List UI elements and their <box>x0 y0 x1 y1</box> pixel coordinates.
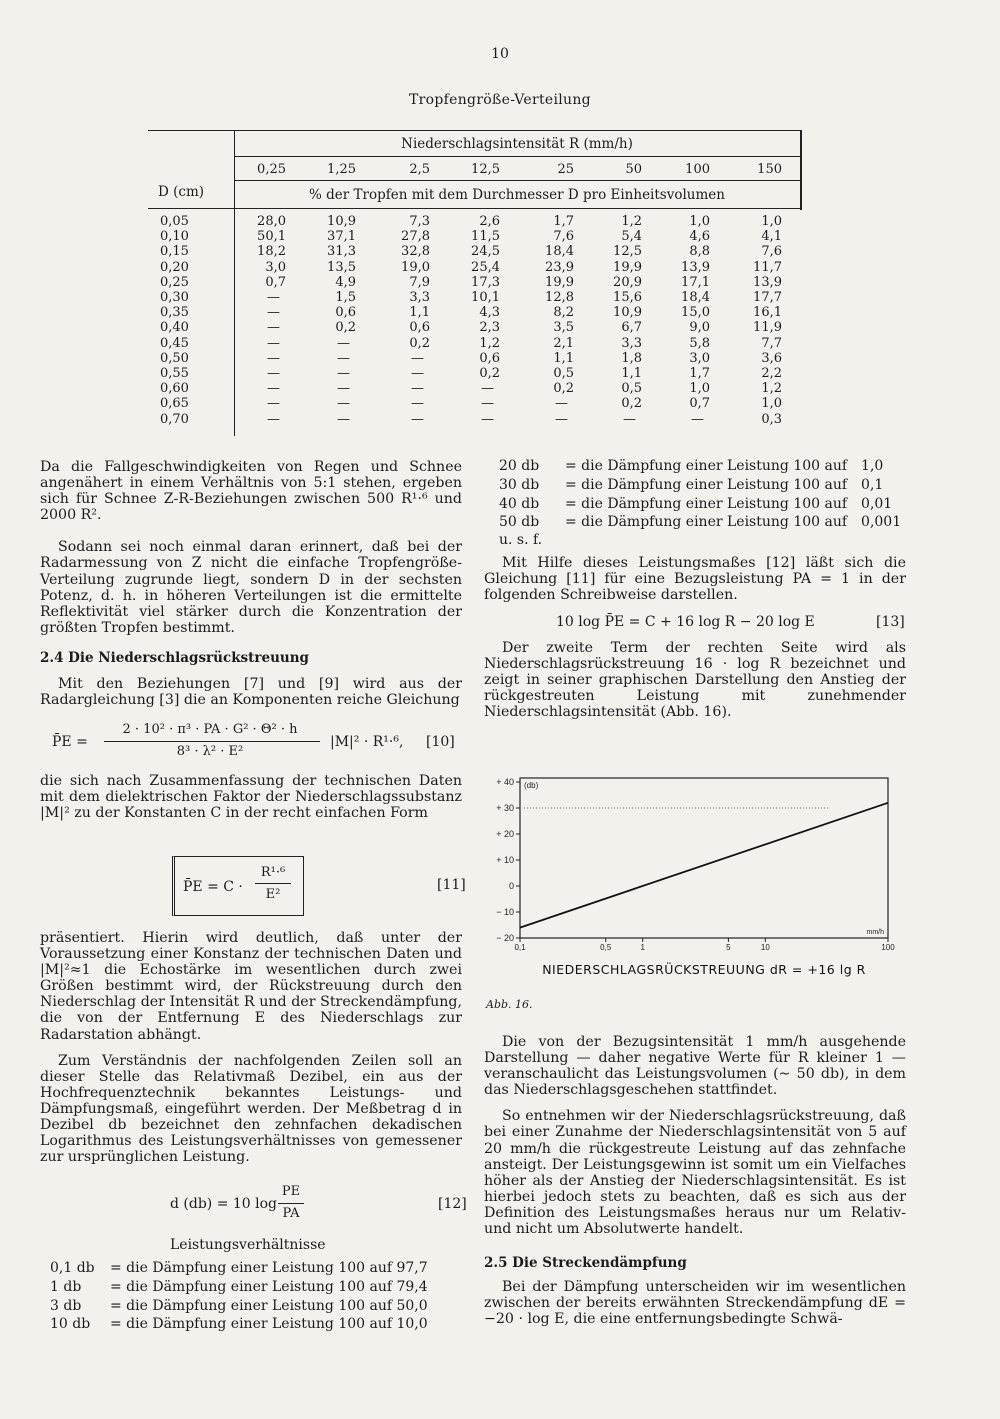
x-tick-label: 5 <box>726 943 731 952</box>
db-text: = die Dämpfung einer Leistung 100 auf 79,4 <box>110 1278 428 1295</box>
right-column-3 <box>484 1034 906 1328</box>
eq-lhs: d (db) = 10 log <box>170 1196 278 1212</box>
table-cell: 0,6 <box>409 320 430 336</box>
y-tick-label: − 10 <box>496 907 514 917</box>
table-cell: 0,2 <box>621 396 642 412</box>
x-tick-label: 0,5 <box>600 943 612 952</box>
table-cell: 11,9 <box>753 320 782 336</box>
table-cell: 10,9 <box>613 305 642 321</box>
table-cell: — <box>337 350 350 366</box>
table-cell: 13,9 <box>681 259 710 275</box>
fraction-bar <box>278 1203 304 1204</box>
intensity-rule <box>234 180 802 181</box>
y-tick-label: 0 <box>508 881 514 891</box>
eq-number: [12] <box>438 1196 467 1212</box>
row-label: 0,60 <box>160 381 189 397</box>
right-db-list <box>499 457 919 532</box>
figure-caption: Abb. 16. <box>486 998 533 1011</box>
table-cell: 5,8 <box>689 335 710 351</box>
y-tick-label: + 20 <box>496 829 514 839</box>
table-cell: 1,2 <box>479 335 500 351</box>
db-text: = die Dämpfung einer Leistung 100 auf <box>565 514 848 531</box>
table-cell: 18,2 <box>257 244 286 260</box>
table-cell: 1,0 <box>761 214 782 229</box>
table-cell: — <box>267 381 280 397</box>
table-cell: 50,1 <box>257 229 286 245</box>
row-label: 0,65 <box>160 396 189 412</box>
table-cell: — <box>481 381 494 397</box>
table-cell: — <box>267 335 280 351</box>
table-cell: 4,9 <box>335 274 356 290</box>
intensity-header: 1,25 <box>327 162 356 177</box>
table-cell: 12,5 <box>613 244 642 260</box>
x-tick-label: 0,1 <box>514 943 526 952</box>
eq-number: [13] <box>876 614 905 630</box>
table-cell: 10,1 <box>471 290 500 305</box>
y-axis-label: (db) <box>524 781 539 790</box>
page-number: 10 <box>491 46 509 62</box>
table-cell: 32,8 <box>401 244 430 260</box>
table-cell: 11,5 <box>471 229 500 245</box>
row-label: 0,25 <box>160 274 189 290</box>
table-cell: 18,4 <box>681 290 710 305</box>
row-label: 0,50 <box>160 350 189 366</box>
x-axis-label: mm/h <box>866 929 884 936</box>
intensity-header: 50 <box>625 162 642 177</box>
db-text: = die Dämpfung einer Leistung 100 auf <box>565 495 848 512</box>
table-cell: — <box>267 305 280 321</box>
table-cell: 4,6 <box>689 229 710 245</box>
table-cell: — <box>337 335 350 351</box>
equation-13: 10 log P̄E = C + 16 log R − 20 log E <box>556 614 815 630</box>
db-value: 40 db <box>499 495 540 512</box>
table-cell: 6,7 <box>621 320 642 336</box>
table-cell: 20,9 <box>613 274 642 290</box>
table-cell: 5,4 <box>621 229 642 245</box>
table-cell: 1,2 <box>621 214 642 229</box>
eq-numerator: R¹·⁶ <box>260 865 286 880</box>
table-cell: 17,3 <box>471 274 500 290</box>
table-cell: 2,6 <box>479 214 500 229</box>
paragraph: Der zweite Term der rechten Seite wird als Niederschlagsrückstreuung 16 · log R bezeichnet und zeigt in seiner graphischen Darstellung den Anstieg der rückgestreuten Leistung mit zunehmender Niederschlagsintensität (Abb. 16). <box>484 640 906 721</box>
table-cell: 11,7 <box>753 259 782 275</box>
left-column-2 <box>40 773 462 821</box>
table-cell: — <box>411 411 424 427</box>
table-cell: 1,0 <box>761 396 782 412</box>
table-cell: 17,7 <box>753 290 782 305</box>
table-cell: 0,7 <box>689 396 710 412</box>
db-text: = die Dämpfung einer Leistung 100 auf <box>565 458 848 474</box>
intensity-header: 12,5 <box>471 162 500 177</box>
table-cell: — <box>691 411 704 427</box>
eq-lhs: P̄E = C · <box>183 879 243 895</box>
table-cell: 10,9 <box>327 214 356 229</box>
db-text: = die Dämpfung einer Leistung 100 auf 50,0 <box>110 1297 428 1314</box>
table-cell: 2,3 <box>479 320 500 336</box>
table-cell: 1,7 <box>689 366 710 381</box>
db-result: 0,01 <box>861 495 893 512</box>
table-cell: 8,8 <box>689 244 710 260</box>
section-heading: 2.4 Die Niederschlagsrückstreuung <box>40 649 309 666</box>
left-column-3 <box>40 930 462 1165</box>
table-cell: 23,9 <box>545 259 574 275</box>
table-cell: 37,1 <box>327 229 356 245</box>
table-cell: 0,3 <box>761 411 782 427</box>
row-header: D (cm) <box>158 184 205 200</box>
table-cell: 0,6 <box>335 305 356 321</box>
table-cell: 19,9 <box>613 259 642 275</box>
table-cell: 1,8 <box>621 350 642 366</box>
db-text: = die Dämpfung einer Leistung 100 auf 97,7 <box>110 1260 428 1276</box>
table-cell: — <box>337 381 350 397</box>
table-cell: 8,2 <box>553 305 574 321</box>
x-tick-label: 10 <box>760 943 770 952</box>
table-cell: — <box>337 411 350 427</box>
usf: u. s. f. <box>499 532 543 548</box>
table-cell: 1,2 <box>761 381 782 397</box>
row-label: 0,45 <box>160 335 189 351</box>
group-header: Niederschlagsintensität R (mm/h) <box>401 136 633 152</box>
paragraph: So entnehmen wir der Niederschlagsrückstreuung, daß bei einer Zunahme der Niederschlagsintensität von 5 auf 20 mm/h die rückgestreute Leistung auf das zehnfache ansteigt. Der Leistungsgewinn ist somit um ein Vielfaches höher als der Anstieg der Niederschlagsintensität. Es ist hierbei jedoch stets zu beachten, daß es sich aus der Definition des Leistungsmaßes heraus nur um Relativ- und nicht um Absolutwerte handelt. <box>484 1108 906 1238</box>
drop-size-table <box>148 130 802 440</box>
row-label: 0,40 <box>160 320 189 336</box>
table-cell: 7,7 <box>761 335 782 351</box>
paragraph: Da die Fallgeschwindigkeiten von Regen und Schnee angenähert in einem Verhältnis von 5:1 stehen, ergeben sich für Schnee Z-R-Beziehungen zwischen 500 R¹·⁶ und 2000 R². <box>40 459 462 524</box>
db-row <box>50 1259 470 1278</box>
table-cell: — <box>411 396 424 412</box>
row-label: 0,10 <box>160 229 189 245</box>
db-value: 50 db <box>499 514 540 531</box>
table-cell: 3,0 <box>265 259 286 275</box>
table-cell: 2,1 <box>553 335 574 351</box>
db-row <box>499 495 919 514</box>
table-cell: 25,4 <box>471 259 500 275</box>
table-cell: 7,9 <box>409 274 430 290</box>
table-cell: 7,6 <box>761 244 782 260</box>
right-column-2 <box>484 640 906 720</box>
table-cell: — <box>481 411 494 427</box>
table-cell: — <box>267 350 280 366</box>
db-value: 30 db <box>499 476 540 493</box>
eq-numerator: PE <box>281 1184 301 1199</box>
table-cell: — <box>411 381 424 397</box>
table-cell: 1,5 <box>335 290 356 305</box>
table-cell: 15,6 <box>613 290 642 305</box>
left-db-list <box>50 1259 470 1334</box>
table-cell: — <box>267 411 280 427</box>
table-cell: 3,5 <box>553 320 574 336</box>
db-row <box>50 1278 470 1297</box>
table-cell: 19,9 <box>545 274 574 290</box>
table-cell: 1,1 <box>621 366 642 381</box>
paragraph: Zum Verständnis der nachfolgenden Zeilen soll an dieser Stelle das Relativmaß Dezibel, ein aus der Hochfrequenztechnik bekanntes Leistungs- und Dämpfungsmaß, eingeführt werden. Der Meßbetrag d in Dezibel db bezeichnet den zehnfachen dekadischen Logarithmus des Leistungsverhältnisses von gemessener zur ursprünglichen Leistung. <box>40 1052 462 1166</box>
plot-frame <box>520 778 888 938</box>
row-label: 0,55 <box>160 366 189 381</box>
series-line <box>520 803 888 928</box>
db-text: = die Dämpfung einer Leistung 100 auf 10,0 <box>110 1316 428 1333</box>
table-cell: 28,0 <box>257 214 286 229</box>
table-cell: 2,2 <box>761 366 782 381</box>
eq-number: [10] <box>426 734 455 750</box>
db-result: 1,0 <box>861 458 884 474</box>
table-cell: 4,3 <box>479 305 500 321</box>
row-label: 0,35 <box>160 305 189 321</box>
intensity-header: 0,25 <box>257 162 286 177</box>
table-title: Tropfengröße-Verteilung <box>409 92 591 108</box>
paragraph: Sodann sei noch einmal daran erinnert, daß bei der Radarmessung von Z nicht die einfache Tropfengröße-Verteilung zugrunde liegt, sondern D in der sechsten Potenz, d. h. in höheren Verteilungen ist die ermittelte Reflektivität viel stärker durch die Konzentration der größten Tropfen bestimmt. <box>40 539 462 636</box>
table-right-rule <box>800 130 802 210</box>
db-value: 0,1 db <box>50 1260 95 1276</box>
db-result: 0,001 <box>861 514 902 531</box>
table-cell: — <box>555 411 568 427</box>
y-tick-label: + 30 <box>496 803 514 813</box>
table-cell: — <box>267 396 280 412</box>
table-cell: 17,1 <box>681 274 710 290</box>
paragraph: Bei der Dämpfung unterscheiden wir im wesentlichen zwischen der bereits erwähnten Streckendämpfung dE = −20 · log E, die eine entfernungsbedingte Schwä- <box>484 1279 906 1328</box>
db-row <box>499 457 919 476</box>
row-label: 0,70 <box>160 411 189 427</box>
table-cell: — <box>337 396 350 412</box>
eq-denominator: PA <box>282 1206 300 1221</box>
eq-numerator: 2 · 10² · π³ · PA · G² · Θ² · h <box>122 722 298 737</box>
subheader: % der Tropfen mit dem Durchmesser D pro Einheitsvolumen <box>309 187 725 203</box>
right-column <box>484 555 906 603</box>
intensity-header: 150 <box>757 162 782 177</box>
table-cell: 0,5 <box>553 366 574 381</box>
table-cell: 13,9 <box>753 274 782 290</box>
table-cell: — <box>267 290 280 305</box>
paragraph: Mit Hilfe dieses Leistungsmaßes [12] läßt sich die Gleichung [11] für eine Bezugsleistung PA = 1 in der folgenden Schreibweise darstellen. <box>484 555 906 604</box>
row-label: 0,30 <box>160 290 189 305</box>
row-label: 0,05 <box>160 214 189 229</box>
row-label: 0,15 <box>160 244 189 260</box>
table-cell: — <box>555 396 568 412</box>
chart-title: NIEDERSCHLAGSRÜCKSTREUUNG dR = +16 lg R <box>542 962 866 977</box>
table-cell: 31,3 <box>327 244 356 260</box>
table-cell: 18,4 <box>545 244 574 260</box>
db-row <box>50 1315 470 1334</box>
eq-denominator: 8³ · λ² · E² <box>176 744 244 759</box>
figure-16-chart <box>484 770 896 1005</box>
header-bottom-rule <box>148 208 802 209</box>
fraction-bar <box>104 741 320 742</box>
table-cell: 13,5 <box>327 259 356 275</box>
y-tick-label: + 40 <box>496 777 514 787</box>
lv-title: Leistungsverhältnisse <box>170 1237 326 1253</box>
table-cell: — <box>337 366 350 381</box>
paragraph: präsentiert. Hierin wird deutlich, daß unter der Voraussetzung einer Konstanz der technischen Daten und |M|²≈1 die Echostärke im wesentlichen durch zwei Größen bestimmt wird, der Rückstreuung durch den Niederschlag der Intensität R und der Streckendämpfung, die von der Entfernung E des Niederschlags zur Radarstation abhängt. <box>40 930 462 1043</box>
db-text: = die Dämpfung einer Leistung 100 auf <box>565 476 848 493</box>
intensity-header: 25 <box>557 162 574 177</box>
db-value: 3 db <box>50 1297 82 1314</box>
table-cell: 4,1 <box>761 229 782 245</box>
db-result: 0,1 <box>861 476 884 493</box>
db-row <box>499 513 919 532</box>
table-cell: 7,3 <box>409 214 430 229</box>
table-cell: 0,5 <box>621 381 642 397</box>
db-row <box>499 476 919 495</box>
db-value: 10 db <box>50 1316 91 1333</box>
table-cell: 3,6 <box>761 350 782 366</box>
table-cell: 15,0 <box>681 305 710 321</box>
table-cell: — <box>411 366 424 381</box>
table-cell: 0,7 <box>265 274 286 290</box>
table-cell: 12,8 <box>545 290 574 305</box>
table-cell: 3,3 <box>621 335 642 351</box>
table-cell: 0,2 <box>335 320 356 336</box>
eq-denominator: E² <box>265 887 281 902</box>
eq-rhs: |M|² · R¹·⁶, <box>330 734 404 750</box>
table-cell: 27,8 <box>401 229 430 245</box>
table-cell: 0,2 <box>553 381 574 397</box>
table-cell: 19,0 <box>401 259 430 275</box>
db-row <box>50 1297 470 1316</box>
paragraph: Mit den Beziehungen [7] und [9] wird aus der Radargleichung [3] die an Komponenten reiche Gleichung <box>40 676 462 709</box>
table-cell: 1,7 <box>553 214 574 229</box>
section-heading: 2.5 Die Streckendämpfung <box>484 1255 687 1272</box>
table-cell: 1,1 <box>409 305 430 321</box>
db-value: 20 db <box>499 458 540 474</box>
table-cell: 24,5 <box>471 244 500 260</box>
table-cell: 9,0 <box>689 320 710 336</box>
left-column <box>40 459 462 708</box>
table-cell: 3,3 <box>409 290 430 305</box>
table-cell: — <box>267 320 280 336</box>
fraction-bar <box>255 883 291 884</box>
table-cell: 1,0 <box>689 214 710 229</box>
table-cell: 16,1 <box>753 305 782 321</box>
table-cell: 1,0 <box>689 381 710 397</box>
table-cell: — <box>267 366 280 381</box>
table-cell: — <box>481 396 494 412</box>
intensity-header: 100 <box>685 162 710 177</box>
y-tick-label: + 10 <box>496 855 514 865</box>
table-cell: 1,1 <box>553 350 574 366</box>
table-top-rule <box>148 130 802 131</box>
paragraph: die sich nach Zusammenfassung der technischen Daten mit dem dielektrischen Faktor der Niederschlagssubstanz |M|² zu der Konstanten C in der recht einfachen Form <box>40 773 462 822</box>
table-cell: 7,6 <box>553 229 574 245</box>
row-label: 0,20 <box>160 259 189 275</box>
paragraph: Die von der Bezugsintensität 1 mm/h ausgehende Darstellung — daher negative Werte für R kleiner 1 — veranschaulicht das Leistungsvolumen (∼ 50 db), in dem das Niederschlagsgeschehen stattfindet. <box>484 1034 906 1099</box>
x-tick-label: 100 <box>881 943 895 952</box>
equation-11-box <box>172 856 304 916</box>
eq-lhs: P̄E = <box>52 734 88 750</box>
db-value: 1 db <box>50 1278 82 1295</box>
table-cell: 3,0 <box>689 350 710 366</box>
x-tick-label: 1 <box>640 943 645 952</box>
table-cell: 0,2 <box>479 366 500 381</box>
group-rule <box>234 156 802 157</box>
intensity-header: 2,5 <box>409 162 430 177</box>
y-tick-label: − 20 <box>496 933 514 943</box>
table-cell: — <box>411 350 424 366</box>
equation-10 <box>52 722 462 762</box>
table-cell: 0,2 <box>409 335 430 351</box>
eq-number: [11] <box>437 877 466 893</box>
equation-12 <box>170 1184 465 1226</box>
table-cell: 0,6 <box>479 350 500 366</box>
table-cell: — <box>623 411 636 427</box>
